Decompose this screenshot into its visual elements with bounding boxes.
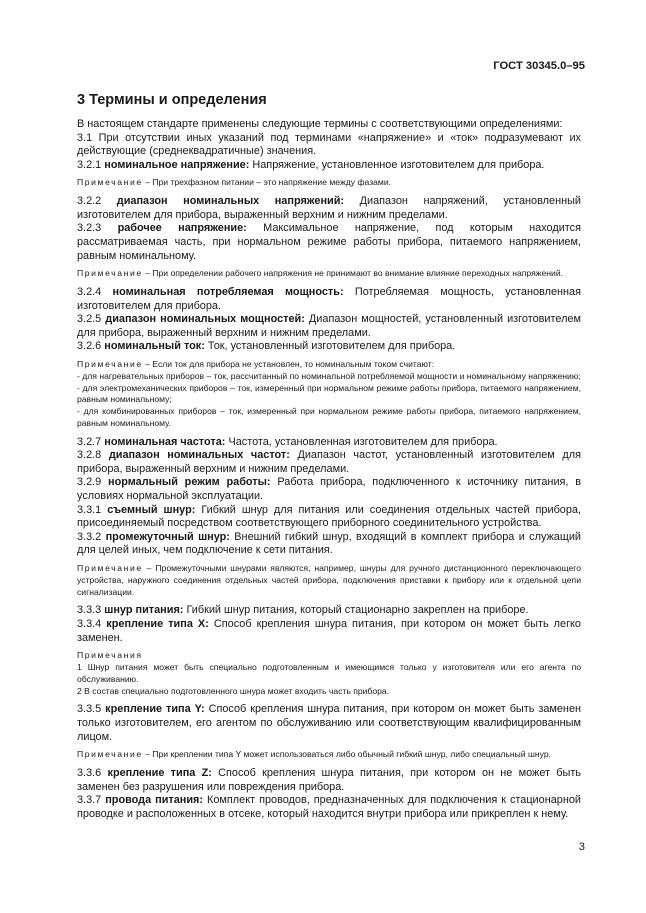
term-name: диапазон номинальных мощностей: (105, 313, 305, 326)
note-text: – При определении рабочего напряжения не принимают во внимание влияние переходных напряжений. (142, 268, 564, 279)
term-definition: Способ крепления шнура питания, при котором он может быть легко заменен. (77, 618, 581, 644)
term-3-2-3 (77, 222, 581, 263)
note-list-item: - для электромеханических приборов – ток, измеренный при нормальном режиме работы прибора, питаемого напряжением, равным номинальному; (77, 382, 581, 405)
term-number: 3.3.2 (77, 530, 102, 543)
term-definition: Потребляемая мощность, установленная изготовителем для прибора. (77, 285, 581, 312)
term-definition: Диапазон напряжений, установленный изготовителем для прибора, выраженный верхним и нижним пределами. (77, 195, 582, 221)
term-3-2-7 (77, 436, 581, 450)
note-3-2-6 (77, 359, 581, 430)
term-definition: Напряжение, установленное изготовителем для прибора. (252, 158, 545, 171)
intro-text: В настоящем стандарте применены следующие термины с соответствующими определениями: (77, 118, 563, 130)
term-3-3-2 (77, 531, 581, 558)
note-label: Примечание (77, 563, 143, 574)
note-label: Примечания (77, 650, 143, 661)
document-header: ГОСТ 30345.0–95 (493, 60, 585, 72)
term-name: диапазон номинальных напряжений: (116, 195, 345, 208)
term-definition: Комплект проводов, предназначенных для подключения к стационарной проводке и расположенных в отсеке, который находится внутри прибора или прикреплен к нему. (77, 794, 581, 820)
term-number: 3.3.5 (77, 703, 102, 716)
note-label: Примечание (77, 749, 143, 760)
term-3-3-1 (77, 504, 581, 531)
document-body (77, 118, 581, 821)
note-3-3-5 (77, 749, 581, 761)
note-list-item: - для нагревательных приборов – ток, рассчитанный по номинальной потребляемой мощности и номинальному напряжению; (77, 370, 581, 381)
term-name: номинальная потребляемая мощность: (112, 285, 344, 298)
term-number: 3.3.4 (77, 618, 102, 631)
term-number: 3.2.9 (77, 476, 102, 489)
term-name: диапазон номинальных частот: (108, 449, 290, 462)
term-name: крепление типа Y: (105, 703, 205, 716)
note-line (77, 650, 581, 662)
term-3-2-5 (77, 313, 581, 340)
term-3-1 (77, 132, 581, 159)
term-name: промежуточный шнур: (105, 530, 230, 543)
term-name: шнур питания: (104, 604, 184, 617)
term-number: 3.3.3 (77, 604, 102, 617)
term-3-3-3 (77, 604, 581, 618)
term-name: провода питания: (105, 794, 204, 807)
term-3-2-4 (77, 286, 581, 313)
term-name: рабочее напряжение: (117, 222, 247, 235)
term-definition: Способ крепления шнура питания, при котором он не может быть заменен без разрушения или повреждения прибора. (77, 766, 581, 793)
term-definition: Гибкий шнур питания, который стационарно закреплен на приборе. (186, 604, 529, 617)
note-text: – Если ток для прибора не установлен, то номинальным током считают: (142, 358, 435, 369)
term-definition: Диапазон частот, установленный изготовителем для прибора, выраженный верхним и нижним пределами. (77, 449, 581, 475)
note-line (77, 359, 581, 371)
term-name: нормальный режим работы: (108, 476, 271, 489)
term-name: номинальная частота: (104, 435, 226, 448)
note-text: – При креплении типа Y может использоваться либо обычный гибкий шнур, либо специальный шнур. (142, 749, 552, 760)
term-name: крепление типа Z: (107, 766, 212, 779)
note-list-item: 2 В состав специально подготовленного шнура может входить часть прибора. (77, 685, 390, 696)
term-definition: Частота, установленная изготовителем для прибора. (228, 435, 498, 448)
term-number: 3.2.2 (77, 195, 102, 208)
term-definition: Диапазон мощностей, установленный изготовителем для прибора, выраженный верхним и нижним пределами. (77, 313, 581, 339)
note-label: Примечание (77, 268, 143, 279)
term-name: номинальное напряжение: (104, 158, 250, 171)
term-3-3-4 (77, 618, 581, 645)
term-3-1-text: 3.1 При отсутствии иных указаний под терминами «напряжение» и «ток» подразумевают их действующие (среднеквадратичные) значения. (77, 131, 581, 158)
term-3-3-6 (77, 767, 581, 794)
note-label: Примечание (77, 177, 143, 188)
term-definition: Способ крепления шнура питания, при котором он может быть заменен только изготовителем, его агентом по обслуживанию или соответствующим квалифицированным лицом. (77, 703, 582, 743)
term-3-2-2 (77, 195, 581, 222)
note-3-3-4 (77, 650, 581, 697)
term-3-3-7 (77, 794, 581, 821)
term-number: 3.2.6 (77, 340, 102, 353)
term-definition: Максимальное напряжение, под которым находится рассматриваемая часть, при нормальном режиме работы прибора, питаемого напряжением, равным номинальному. (77, 222, 582, 262)
term-3-2-6 (77, 340, 581, 354)
term-definition: Гибкий шнур для питания или соединения отдельных частей прибора, присоединяемый посредством соответствующего приборного соединительного устройства. (77, 503, 582, 530)
term-number: 3.3.6 (77, 766, 102, 779)
note-3-2-1 (77, 177, 581, 189)
term-number: 3.2.3 (77, 222, 102, 235)
term-definition: Работа прибора, подключенного к источнику питания, в условиях нормальной эксплуатации. (77, 476, 582, 503)
term-3-3-5 (77, 703, 581, 744)
note-list-item: - для комбинированных приборов – ток, измеренный при нормальном режиме работы прибора, питаемого напряжением, равным номинальному. (77, 406, 581, 428)
term-3-2-1 (77, 159, 581, 173)
note-label: Примечание (77, 358, 143, 369)
term-number: 3.3.7 (77, 794, 102, 807)
term-3-2-9 (77, 476, 581, 503)
term-number: 3.2.1 (77, 158, 102, 171)
note-list-item: 1 Шнур питания может быть специально подготовленным и имеющимся только у изготовителя или его агента по обслуживанию. (77, 662, 581, 684)
term-definition: Ток, установленный изготовителем для прибора. (207, 340, 456, 353)
intro-paragraph (77, 118, 581, 132)
term-number: 3.2.7 (77, 435, 102, 448)
section-title: 3 Термины и определения (77, 92, 267, 108)
note-3-3-2 (77, 563, 581, 598)
term-number: 3.2.8 (77, 449, 102, 462)
term-number: 3.2.5 (77, 313, 102, 326)
term-name: съемный шнур: (107, 503, 196, 516)
term-3-2-8 (77, 449, 581, 476)
term-number: 3.2.4 (77, 285, 102, 298)
term-definition: Внешний гибкий шнур, входящий в комплект прибора и служащий для целей иных, чем подключение к сети питания. (77, 530, 581, 557)
note-text: – Промежуточными шнурами являются, например, шнуры для ручного дистанционного переключающего устройства, наружного соединения отдельных частей прибора, подключения приставки к прибору или к отдельной цепи сигнализации. (77, 563, 581, 597)
note-3-2-3 (77, 268, 581, 280)
term-name: номинальный ток: (104, 340, 205, 353)
note-text: – При трехфазном питании – это напряжение между фазами. (142, 177, 392, 188)
term-number: 3.3.1 (77, 503, 102, 516)
term-name: крепление типа Х: (106, 618, 209, 631)
page-number: 3 (578, 841, 585, 853)
